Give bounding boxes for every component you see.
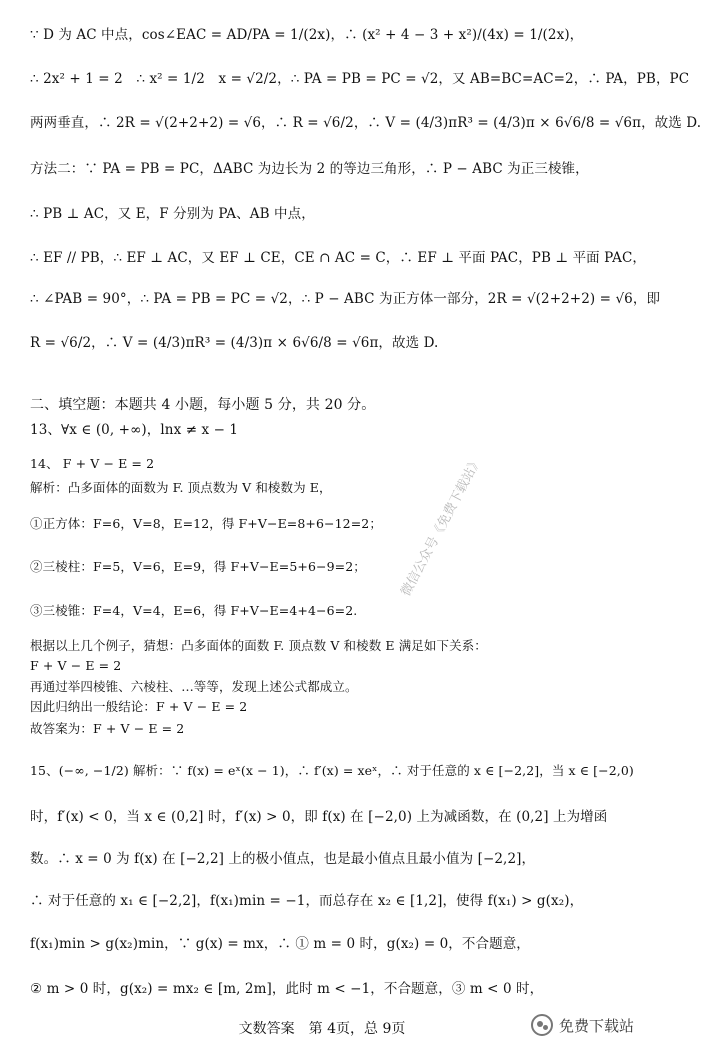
example-pyramid: ③三棱锥：F=4，V=4，E=6，得 F+V−E=4+4−6=2. [30, 603, 358, 618]
text-line-3: 两两垂直，∴ 2R = √(2+2+2) = √6，∴ R = √6/2，∴ V = (4/3)πR³ = (4/3)π × 6√6/8 = √6π，故选 D. [30, 115, 701, 131]
text-line-23: 数。∴ x = 0 为 f(x) 在 [−2,2] 上的极小值点，也是最小值点且最小值为 [−2,2]， [30, 851, 536, 867]
text-line-7: ∴ ∠PAB = 90°，∴ PA = PB = PC = √2，∴ P − ABC 为正方体一部分，2R = √(2+2+2) = √6，即 [30, 291, 661, 307]
text-line-1: ∵ D 为 AC 中点，cos∠EAC = AD/PA = 1/(2x)，∴ (x² + 4 − 3 + x²)/(4x) = 1/(2x)， [30, 27, 584, 43]
text-line-24: ∴ 对于任意的 x₁ ∈ [−2,2]，f(x₁)min = −1，而总存在 x₂ ∈ [1,2]，使得 f(x₁) > g(x₂)， [30, 893, 584, 909]
wechat-icon [531, 1014, 553, 1036]
text-line-16: 根据以上几个例子，猜想：凸多面体的面数 F. 顶点数 V 和棱数 E 满足如下关系： [30, 638, 487, 653]
text-line-19: 因此归纳出一般结论：F + V − E = 2 [30, 699, 248, 714]
brand-badge [531, 1014, 634, 1036]
watermark: 微信公众号《免费下载站》 [398, 454, 486, 599]
text-line-12: 解析：凸多面体的面数为 F. 顶点数为 V 和棱数为 E， [30, 480, 332, 495]
example-prism: ②三棱柱：F=5，V=6，E=9，得 F+V−E=5+6−9=2； [30, 559, 366, 574]
example-cube: ①正方体：F=6，V=8，E=12，得 F+V−E=8+6−12=2； [30, 516, 382, 531]
text-line-4: 方法二：∵ PA = PB = PC，ΔABC 为边长为 2 的等边三角形，∴ P − ABC 为正三棱锥， [30, 161, 589, 177]
section-heading: 二、填空题：本题共 4 小题，每小题 5 分，共 20 分。 [30, 397, 376, 413]
text-line-26: ② m > 0 时，g(x₂) = mx₂ ∈ [m, 2m]，此时 m < −1，不合题意，③ m < 0 时， [30, 981, 544, 997]
text-line-18: 再通过举四棱锥、六棱柱、…等等，发现上述公式都成立。 [30, 679, 358, 694]
text-line-5: ∴ PB ⊥ AC，又 E，F 分别为 PA、AB 中点， [30, 206, 315, 222]
answer-15: 15、(−∞, −1/2) 解析：∵ f(x) = eˣ(x − 1)，∴ f′(x) = xeˣ，∴ 对于任意的 x ∈ [−2,2]，当 x ∈ [−2,0) [30, 763, 634, 778]
answer-13: 13、∀x ∈ (0, +∞)，lnx ≠ x − 1 [30, 422, 239, 438]
text-line-25: f(x₁)min > g(x₂)min，∵ g(x) = mx，∴ ① m = 0 时，g(x₂) = 0，不合题意， [30, 936, 530, 952]
text-line-2: ∴ 2x² + 1 = 2 ∴ x² = 1/2 x = √2/2，∴ PA = PB = PC = √2，又 AB=BC=AC=2，∴ PA，PB，PC [30, 71, 690, 87]
answer-14: 14、 F + V − E = 2 [30, 456, 155, 471]
text-line-8: R = √6/2，∴ V = (4/3)πR³ = (4/3)π × 6√6/8 = √6π，故选 D. [30, 335, 439, 351]
brand-label: 免费下载站 [558, 1016, 634, 1035]
text-line-20: 故答案为：F + V − E = 2 [30, 721, 185, 736]
text-line-6: ∴ EF // PB，∴ EF ⊥ AC，又 EF ⊥ CE，CE ∩ AC = C，∴ EF ⊥ 平面 PAC，PB ⊥ 平面 PAC， [30, 250, 647, 266]
text-line-22: 时，f′(x) < 0，当 x ∈ (0,2] 时，f′(x) > 0，即 f(x) 在 [−2,0) 上为减函数，在 (0,2] 上为增函 [30, 809, 608, 825]
page-footer: 文数答案 第 4页，总 9页 [238, 1021, 406, 1037]
formula-line: F + V − E = 2 [30, 658, 122, 673]
